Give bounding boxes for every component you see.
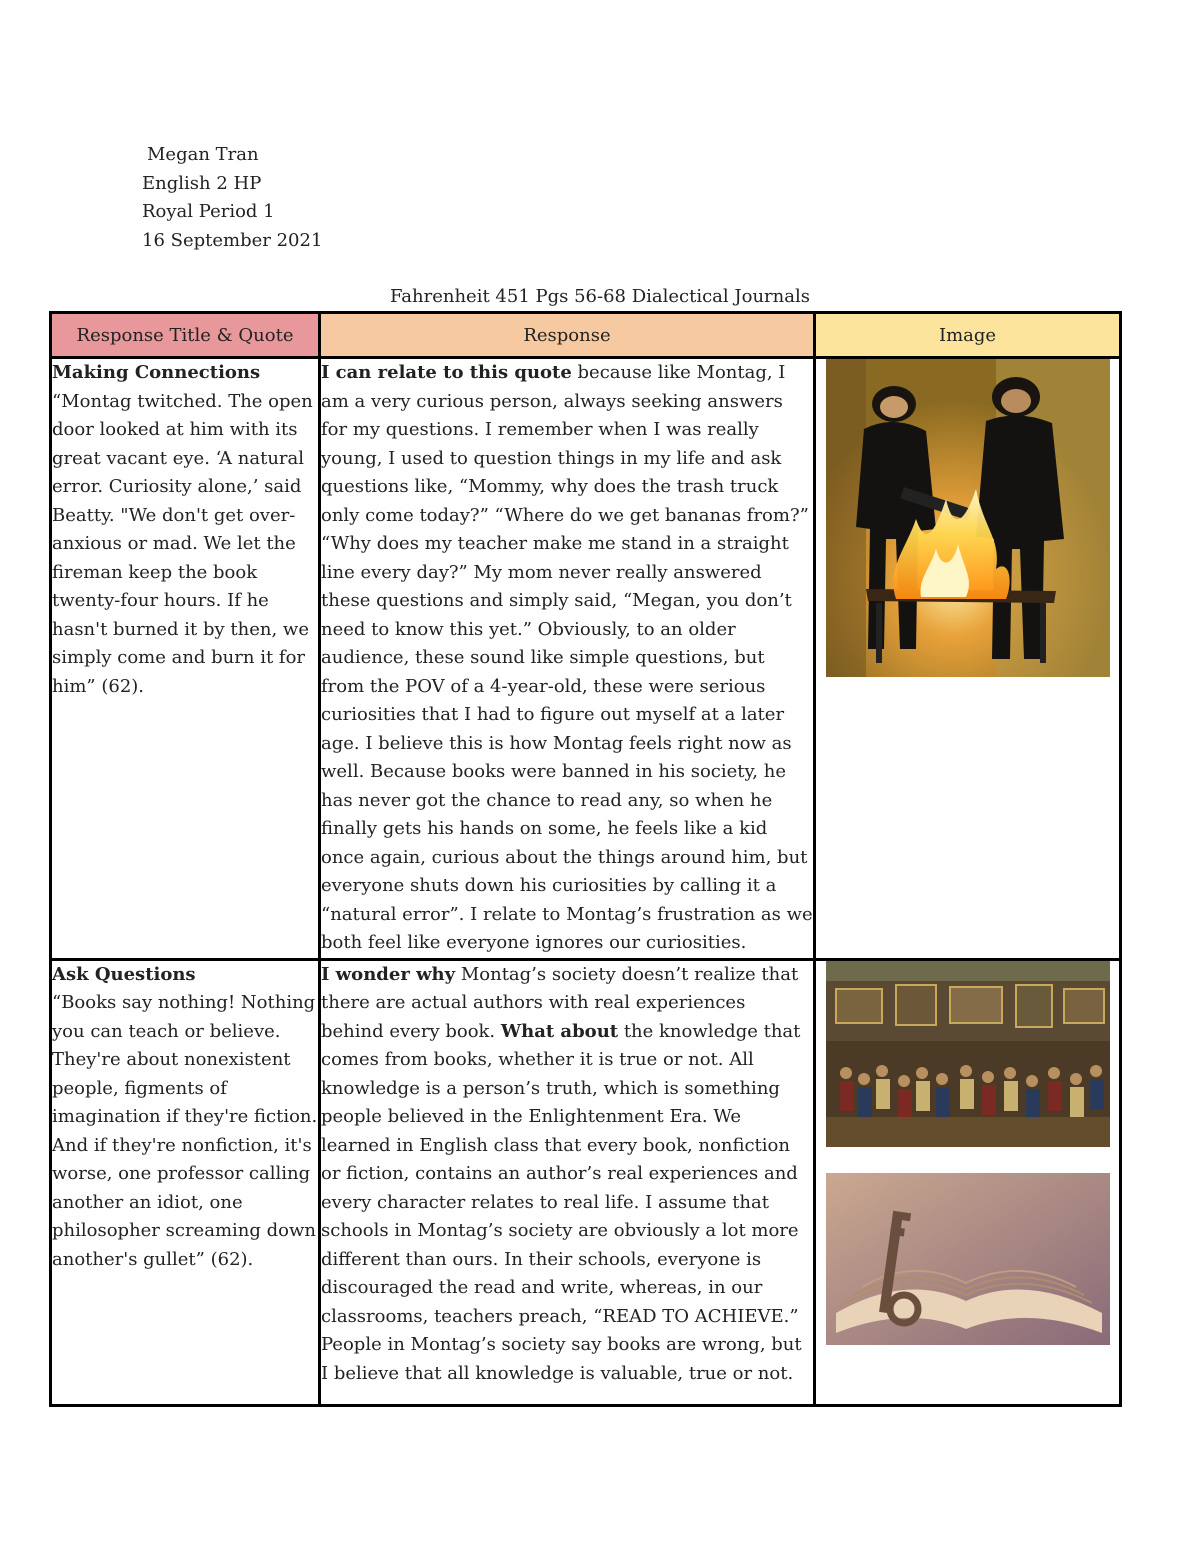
student-name: Megan Tran (147, 144, 259, 165)
quote-cell (51, 358, 320, 960)
firemen-burning-books-image (826, 359, 1110, 677)
image-cell (815, 959, 1121, 1405)
header-title-quote: Response Title & Quote (51, 313, 320, 358)
key-in-book-image (826, 1173, 1110, 1345)
journal-table (49, 311, 1122, 1407)
course-name: English 2 HP (142, 172, 262, 194)
response-text: Montag’s society doesn’t realize that there are actual authors with real experiences behind every book. (321, 963, 799, 1042)
header-image: Image (815, 313, 1121, 358)
quote-text: “Montag twitched. The open door looked at him with its great vacant eye. ‘A natural error. Curiosity alone,’ said Beatty. "We don't get over-anxious or mad. We let the fireman keep the book twenty-four hours. If he hasn't burned it by then, we simply come and burn it for him” (62). (52, 390, 313, 697)
image-cell (815, 358, 1121, 960)
response-text-2: the knowledge that comes from books, whether it is true or not. All knowledge is a person’s truth, which is something people believed in the Enlightenment Era. We learned in English class that every book, nonfiction or fiction, contains an author’s real experiences and every character relates to real life. I assume that schools in Montag’s society are obviously a lot more different than ours. In their schools, everyone is discouraged the read and write, whereas, in our classrooms, teachers preach, “READ TO ACHIEVE.” People in Montag’s society say books are wrong, but I believe that all knowledge is valuable, true or not. (321, 1020, 802, 1384)
response-title: Ask Questions (52, 963, 196, 985)
response-title: Making Connections (52, 362, 261, 383)
response-cell (320, 358, 815, 960)
response-cell (320, 959, 815, 1405)
table-header-row (51, 313, 1121, 358)
class-period: Royal Period 1 (142, 201, 275, 223)
response-lead: I can relate to this quote (321, 362, 572, 383)
response-lead-2: What about (500, 1020, 619, 1042)
enlightenment-salon-painting-image (826, 961, 1110, 1147)
table-row (51, 959, 1121, 1405)
header-block (142, 141, 322, 256)
document-title: Fahrenheit 451 Pgs 56-68 Dialectical Journals (390, 286, 810, 307)
quote-cell (51, 959, 320, 1405)
response-text: because like Montag, I am a very curious person, always seeking answers for my questions. I remember when I was really young, I used to question things in my life and ask questions like, “Mommy, why does the trash truck only come today?” “Where do we get bananas from?” “Why does my teacher make me stand in a straight line every day?” My mom never really answered these questions and simply said, “Megan, you don’t need to know this yet.” Obviously, to an older audience, these sound like simple questions, but from the POV of a 4-year-old, these were serious curiosities that I had to figure out myself at a later age. I believe this is how Montag feels right now as well. Because books were banned in his society, he has never got the chance to read any, so when he finally gets his hands on some, he feels like a kid once again, curious about the things around him, but everyone shuts down his curiosities by calling it a “natural error”. I relate to Montag’s frustration as we both feel like everyone ignores our curiosities. (321, 362, 813, 953)
quote-text: “Books say nothing! Nothing you can teach or believe. They're about nonexistent people, figments of imagination if they're fiction. And if they're nonfiction, it's worse, one professor calling another an idiot, one philosopher screaming down another's gullet” (62). (52, 992, 318, 1270)
response-lead: I wonder why (321, 963, 456, 985)
header-response: Response (320, 313, 815, 358)
assignment-date: 16 September 2021 (142, 230, 323, 252)
table-row (51, 358, 1121, 960)
